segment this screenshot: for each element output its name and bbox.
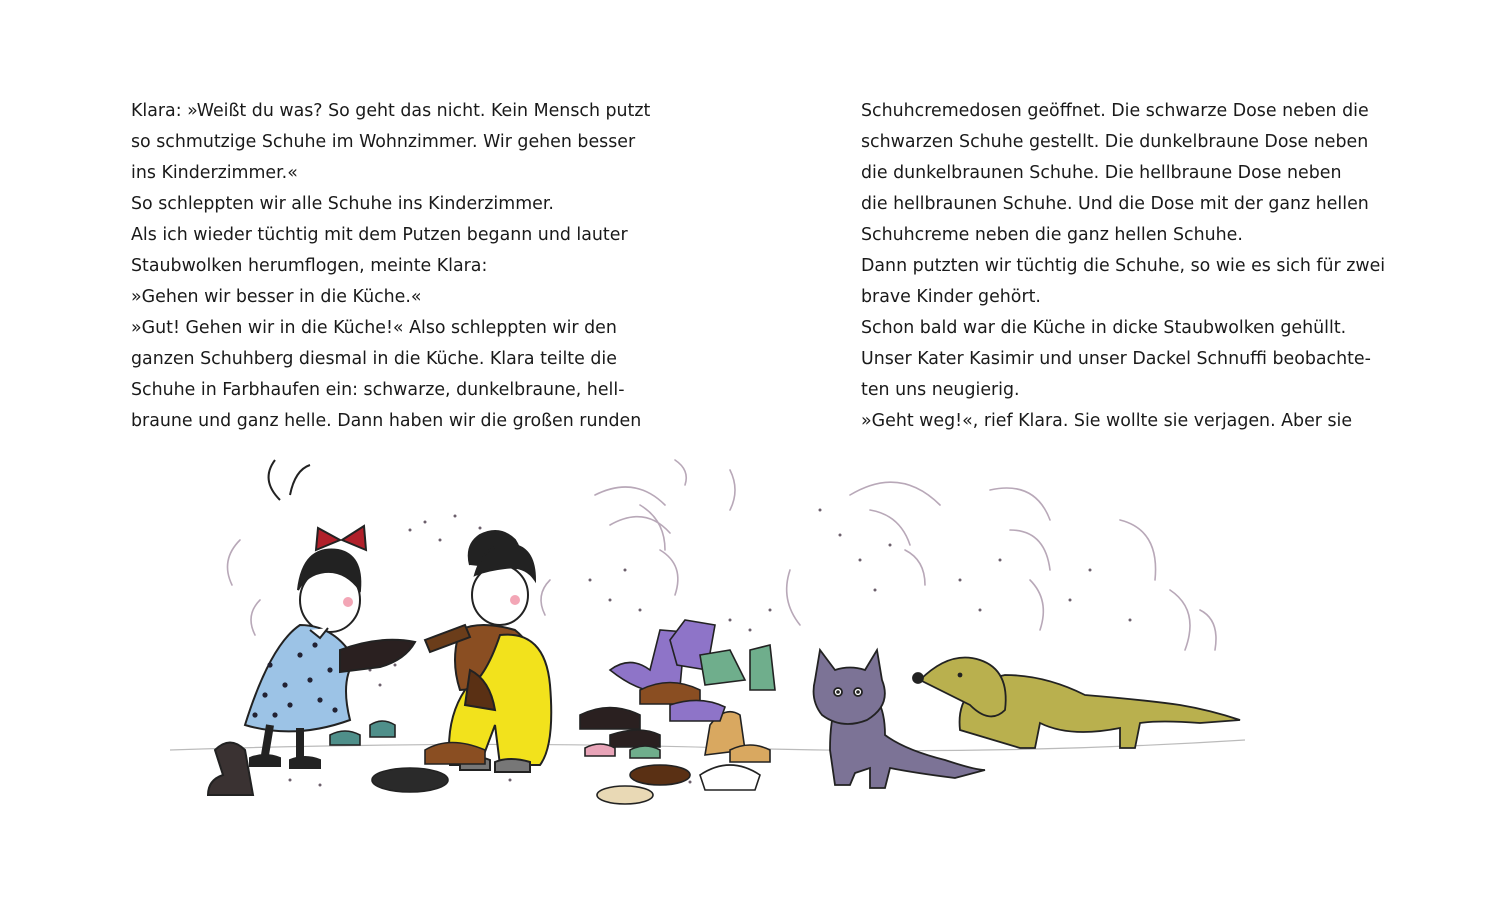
text-line: ganzen Schuhberg diesmal in die Küche. Klara teilte die: [131, 349, 617, 369]
text-line: Dann putzten wir tüchtig die Schuhe, so wie es sich für zwei: [861, 256, 1386, 276]
text-line: ten uns neugierig.: [861, 380, 1020, 400]
dark-shoe-2: [610, 730, 660, 747]
green-shoe: [630, 746, 660, 758]
text-line: Als ich wieder tüchtig mit dem Putzen begann und lauter: [131, 225, 628, 245]
text-line: Schuhcreme neben die ganz hellen Schuhe.: [861, 225, 1243, 245]
text-line: Schuhe in Farbhaufen ein: schwarze, dunkelbraune, hell-: [131, 380, 625, 400]
text-line: ins Kinderzimmer.«: [131, 163, 298, 183]
text-line: »Gehen wir besser in die Küche.«: [131, 287, 422, 307]
text-line: Schon bald war die Küche in dicke Staubwolken gehüllt.: [861, 318, 1347, 338]
black-high-heel: [208, 743, 253, 796]
text-line: so schmutzige Schuhe im Wohnzimmer. Wir gehen besser: [131, 132, 636, 152]
tan-shoe: [730, 745, 770, 762]
text-line: schwarzen Schuhe gestellt. Die dunkelbraune Dose neben: [861, 132, 1369, 152]
dark-shoe-1: [580, 708, 640, 730]
left-text-column: [131, 96, 691, 437]
text-line: »Geht weg!«, rief Klara. Sie wollte sie verjagen. Aber sie: [861, 411, 1353, 431]
boy-figure: [425, 531, 551, 772]
text-line: So schleppten wir alle Schuhe ins Kinderzimmer.: [131, 194, 554, 214]
text-line: Klara: »Weißt du was? So geht das nicht. Kein Mensch putzt: [131, 101, 651, 121]
girl-dress: [245, 625, 355, 731]
white-high-heel: [700, 765, 760, 790]
text-line: braune und ganz helle. Dann haben wir die großen runden: [131, 411, 642, 431]
dog-nose: [913, 673, 923, 683]
hair-bow: [316, 526, 366, 550]
dark-brown-polish-tin: [630, 765, 690, 785]
text-line: Schuhcremedosen geöffnet. Die schwarze Dose neben die: [861, 101, 1369, 121]
dust-clouds: [228, 460, 1217, 650]
text-line: die dunkelbraunen Schuhe. Die hellbraune Dose neben: [861, 163, 1342, 183]
text-line: »Gut! Gehen wir in die Küche!« Also schleppten wir den: [131, 318, 617, 338]
text-line: Staubwolken herumflogen, meinte Klara:: [131, 256, 488, 276]
cat-head: [814, 650, 885, 724]
dog-schnuffi: [913, 658, 1240, 749]
green-boot-2: [750, 645, 775, 690]
teal-shoe-2: [370, 721, 395, 737]
green-boot: [700, 650, 745, 685]
light-polish-tin: [597, 786, 653, 804]
shoe-cleaning-illustration: [170, 450, 1260, 810]
purple-low-shoe: [670, 700, 725, 721]
black-boot-in-hand: [340, 640, 415, 672]
girl-shoes: [250, 755, 320, 768]
text-line: Unser Kater Kasimir und unser Dackel Schnuffi beobachte-: [861, 349, 1371, 369]
text-line: brave Kinder gehört.: [861, 287, 1041, 307]
right-text-column: [861, 96, 1421, 437]
pink-shoe: [585, 744, 615, 756]
teal-shoe: [330, 731, 360, 745]
text-line: die hellbraunen Schuhe. Und die Dose mit der ganz hellen: [861, 194, 1369, 214]
black-polish-tin: [372, 768, 448, 792]
